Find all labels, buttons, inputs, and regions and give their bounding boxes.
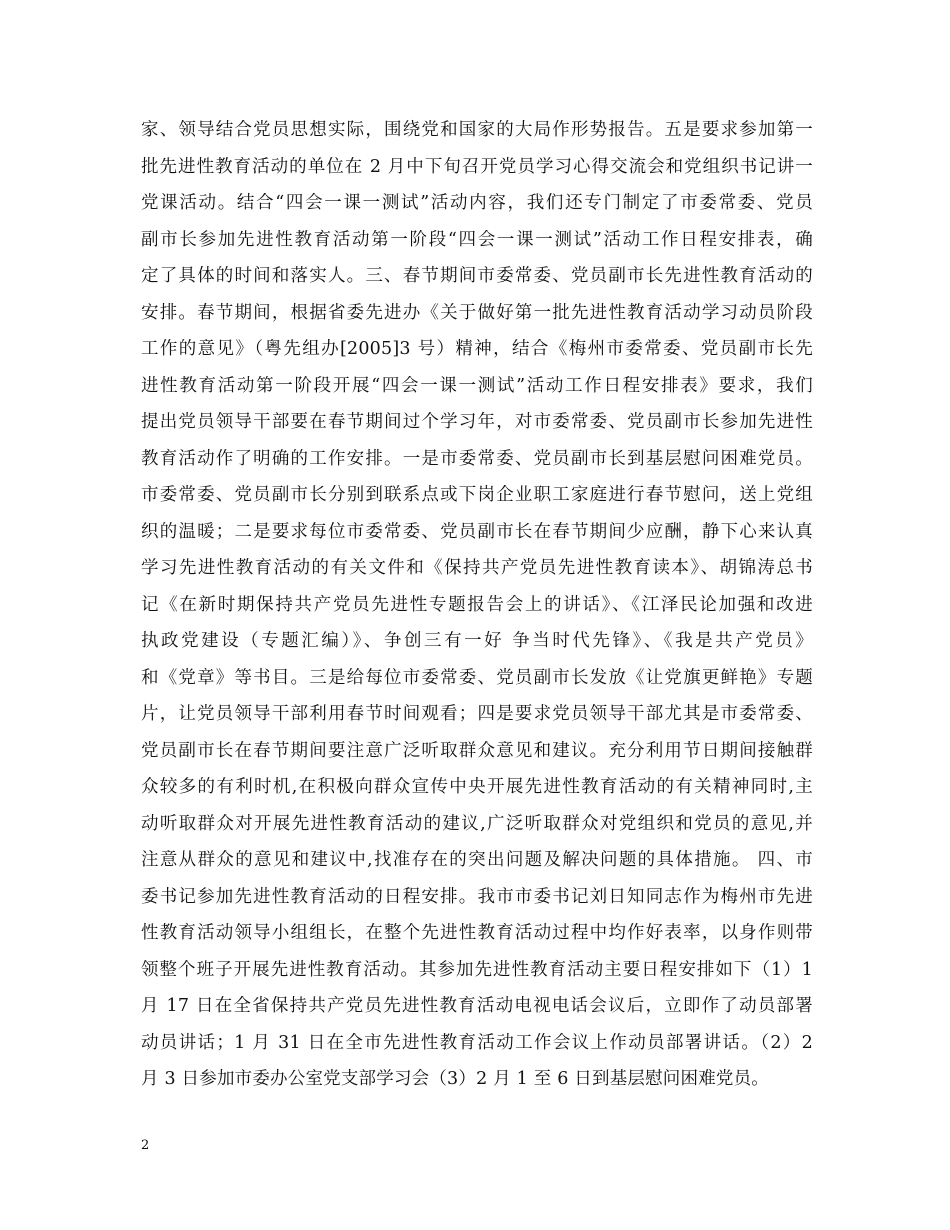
text-line: 领整个班子开展先进性教育活动。其参加先进性教育活动主要日程安排如下（1）1 bbox=[141, 959, 813, 980]
text-line: 执政党建设（专题汇编）》、争创三有一好 争当时代先锋》、《我是共产党员》 bbox=[141, 631, 813, 651]
text-line: 安排。春节期间，根据省委先进办《关于做好第一批先进性教育活动学习动员阶段 bbox=[141, 302, 813, 323]
text-line: 市委常委、党员副市长分别到联系点或下岗企业职工家庭进行春节慰问，送上党组 bbox=[141, 485, 813, 505]
text-line: 定了具体的时间和落实人。三、春节期间市委常委、党员副市长先进性教育活动的 bbox=[141, 266, 813, 286]
text-line: 家、领导结合党员思想实际，围绕党和国家的大局作形势报告。五是要求参加第一 bbox=[141, 120, 813, 140]
text-line: 织的温暖；二是要求每位市委常委、党员副市长在春节期间少应酬，静下心来认真 bbox=[141, 521, 813, 542]
text-line: 党课活动。结合“四会一课一测试”活动内容，我们还专门制定了市委常委、党员 bbox=[141, 193, 813, 213]
text-line: 注意从群众的意见和建议中,找准存在的突出问题及解决问题的具体措施。 四、市 bbox=[141, 850, 813, 870]
text-line: 委书记参加先进性教育活动的日程安排。我市市委书记刘日知同志作为梅州市先进 bbox=[141, 886, 813, 907]
text-line: 动听取群众对开展先进性教育活动的建议,广泛听取群众对党组织和党员的意见,并 bbox=[141, 813, 813, 834]
text-line: 月 3 日参加市委办公室党支部学习会（3）2 月 1 至 6 日到基层慰问困难党员。 bbox=[141, 1069, 770, 1089]
text-line: 月 17 日在全省保持共产党员先进性教育活动电视电话会议后，立即作了动员部署 bbox=[141, 996, 813, 1016]
text-line: 副市长参加先进性教育活动第一阶段“四会一课一测试”活动工作日程安排表，确 bbox=[141, 229, 813, 250]
text-line: 工作的意见》（粤先组办[2005]3 号）精神，结合《梅州市委常委、党员副市长先 bbox=[141, 339, 813, 359]
text-line: 进性教育活动第一阶段开展“四会一课一测试”活动工作日程安排表》要求，我们 bbox=[141, 375, 813, 396]
text-line: 片，让党员领导干部利用春节时间观看；四是要求党员领导干部尤其是市委常委、 bbox=[141, 704, 813, 724]
text-line: 和《党章》等书目。三是给每位市委常委、党员副市长发放《让党旗更鲜艳》专题 bbox=[141, 667, 813, 688]
text-line: 提出党员领导干部要在春节期间过个学习年，对市委常委、党员副市长参加先进性 bbox=[141, 412, 813, 432]
body-text bbox=[141, 112, 813, 1098]
text-line: 学习先进性教育活动的有关文件和《保持共产党员先进性教育读本》、胡锦涛总书 bbox=[141, 558, 813, 578]
page-number: 2 bbox=[141, 1138, 150, 1153]
text-line: 性教育活动领导小组组长，在整个先进性教育活动过程中均作好表率，以身作则带 bbox=[141, 923, 813, 943]
text-line: 批先进性教育活动的单位在 2 月中下旬召开党员学习心得交流会和党组织书记讲一 bbox=[141, 156, 813, 177]
text-line: 众较多的有利时机,在积极向群众宣传中央开展先进性教育活动的有关精神同时,主 bbox=[141, 777, 813, 797]
text-line: 教育活动作了明确的工作安排。一是市委常委、党员副市长到基层慰问困难党员。 bbox=[141, 448, 813, 469]
text-line: 记《在新时期保持共产党员先进性专题报告会上的讲话》、《江泽民论加强和改进 bbox=[141, 594, 813, 615]
text-line: 动员讲话；1 月 31 日在全市先进性教育活动工作会议上作动员部署讲话。（2）2 bbox=[141, 1032, 813, 1053]
text-line: 党员副市长在春节期间要注意广泛听取群众意见和建议。充分利用节日期间接触群 bbox=[141, 740, 813, 761]
